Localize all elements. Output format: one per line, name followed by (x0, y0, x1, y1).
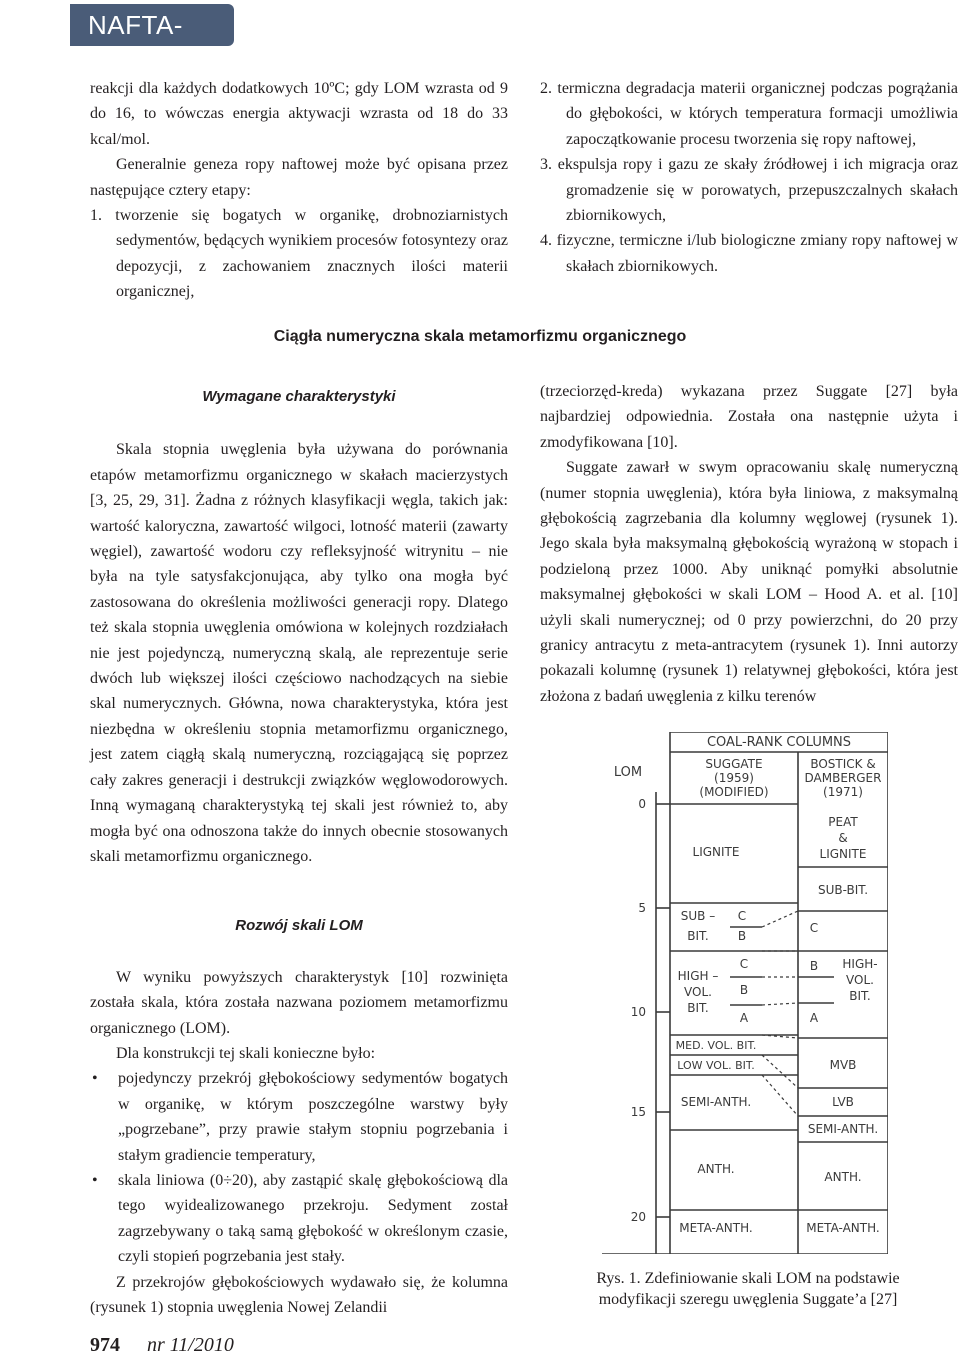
suggate-metaanth: META-ANTH. (679, 1221, 753, 1235)
journal-header-tab (70, 4, 234, 71)
bullet-text: skala liniowa (0÷20), aby zastąpić skalę głębokościową dla tego wyidealizowanego przekroju. Sedyment został zagrzebywany o taką samą głębokość w określonym czasie, czyli stopień pogrzebania jest stały. (118, 1171, 508, 1266)
suggate-subbit: BIT. (687, 929, 709, 943)
list-item: 4. fizyczne, termiczne i/lub biologiczne zmiany ropy naftowej w skałach zbiornikowych. (540, 232, 958, 275)
suggate-hv-a: A (739, 1011, 749, 1025)
bostick-highvol: HIGH- (842, 957, 878, 971)
suggate-medvol: MED. VOL. BIT. (675, 1039, 757, 1052)
suggate-hv-c: C (739, 957, 749, 971)
bostick-peat: & (838, 831, 848, 845)
suggate-lowvol: LOW VOL. BIT. (677, 1059, 755, 1072)
bostick-a: A (809, 1011, 819, 1025)
bullet-item (90, 1168, 508, 1270)
bostick-peat: PEAT (828, 815, 858, 829)
suggate-header: (1959) (714, 771, 754, 785)
right-column-top (540, 76, 958, 279)
bostick-header: DAMBERGER (804, 771, 882, 785)
bostick-header: BOSTICK & (810, 757, 876, 771)
bostick-peat: LIGNITE (819, 847, 867, 861)
bostick-anth: ANTH. (824, 1170, 862, 1184)
bostick-c: C (809, 921, 819, 935)
lom-axis-label: LOM (613, 765, 643, 780)
suggate-subbit: SUB – (680, 909, 716, 923)
bostick-highvol: VOL. (846, 973, 874, 987)
subheading: Rozwój skali LOM (235, 917, 363, 935)
list-item: 1. tworzenie się bogatych w organikę, drobnoziarnistych sedymentów, będących wynikiem procesów fotosyntezy oraz depozycji, z zachowaniem znacznych ilości materii organicznej, (90, 207, 508, 301)
bostick-semianth: SEMI-ANTH. (807, 1122, 879, 1136)
suggate-lignite: LIGNITE (692, 845, 740, 859)
paragraph: Generalnie geneza ropy naftowej może być opisana przez następujące cztery etapy: (90, 156, 508, 199)
lom-tick-label: 5 (638, 901, 646, 915)
bostick-metaanth: META-ANTH. (806, 1221, 880, 1235)
journal-name: NAFTA-GAZ (88, 10, 183, 71)
paragraph: Z przekrojów głębokościowych wydawało się, że kolumna (rysunek 1) stopnia uwęglenia Nowej Zelandii (90, 1273, 508, 1316)
bostick-lvb: LVB (832, 1095, 854, 1109)
lom-tick-label: 20 (630, 1210, 646, 1224)
subheading: Wymagane charakterystyki (202, 388, 396, 405)
right-column-main (540, 379, 958, 709)
bullet-icon: • (92, 1070, 98, 1088)
bostick-header: (1971) (823, 785, 863, 799)
figure-title: COAL-RANK COLUMNS (706, 735, 852, 750)
list-item: 3. ekspulsja ropy i gazu ze skały źródłowej i ich migracja oraz gromadzenie się w porowatych, przepuszczalnych skałach zbiornikowych, (540, 156, 958, 225)
bostick-mvb: MVB (829, 1058, 857, 1072)
section-title: Ciągła numeryczna skala metamorfizmu organicznego (273, 328, 687, 345)
lom-tick-label: 10 (630, 1005, 646, 1019)
paragraph: Dla konstrukcji tej skali konieczne było: (116, 1044, 376, 1062)
paragraph: Skala stopnia uwęglenia była używana do porównania etapów metamorfizmu organicznego w skałach macierzystych [3, 25, 29, 31]. Żadna z różnych klasyfikacji węgla, takich jak: wartość kaloryczna, zawartość wilgoci, lotność materii (zawarty węgiel), zawartość wodoru czy refleksyjność witrynitu – nie była na tyle satysfakcjonująca, aby tylko ona mogła być zastosowana do określenia możliwości generacji ropy. Dlatego też skala stopnia uwęglenia omówiona w kolejnych rozdziałach nie jest pojedynczą, numeryczną skalą, ale reprezentuje serie dwóch lub większej ilości częściowo nachodzących na siebie skal numerycznych. Główna, nowa charakterystyka, która jest niezbędna w określeniu stopnia metamorfizmu organicznego, jest zatem ciągłą skalą numeryczną, rozciągającą się poprzez cały zakres generacji i destrukcji związków węglowodorowych. Inną wymaganą charakterystyką tej skali jest również to, aby mogła być ona odnoszona także do innych obecnie stosowanych skali metamorfizmu organicznego. (90, 441, 508, 865)
bostick-subbit: SUB-BIT. (817, 883, 869, 897)
bullet-text: pojedynczy przekrój głębokościowy sedymentów bogatych w organikę, w którym poszczególne warstwy były „pogrzebane”, przy prawie stałym stopniu pogrzebania i stałym gradiencie temperatury, (118, 1070, 508, 1164)
suggate-hv-b: B (739, 983, 749, 997)
issue-number: nr 11/2010 (147, 1334, 234, 1356)
page-footer (90, 1334, 234, 1357)
left-column-main (90, 384, 508, 1320)
bullet-item (90, 1066, 508, 1168)
suggate-semianth: SEMI-ANTH. (680, 1095, 752, 1109)
bullet-icon: • (92, 1171, 98, 1189)
left-column-top (90, 76, 508, 305)
bostick-highvol: BIT. (849, 989, 871, 1003)
caption-line: Rys. 1. Zdefiniowanie skali LOM na podstawie (596, 1270, 900, 1287)
lom-tick-label: 15 (630, 1105, 646, 1119)
paragraph: (trzeciorzęd-kreda) wykazana przez Suggate [27] była najbardziej odpowiednia. Została ona następnie użyta i zmodyfikowana [10]. (540, 383, 958, 451)
caption-line: modyfikacji szeregu uwęglenia Suggate’a [27] (598, 1291, 898, 1308)
suggate-subbit-c: C (737, 909, 747, 923)
suggate-anth: ANTH. (697, 1162, 735, 1176)
paragraph: Suggate zawarł w swym opracowaniu skalę numeryczną (numer stopnia uwęglenia), która była liniowa, z maksymalną głębokością zagrzebania dla kolumny węglowej (rysunek 1). Jego skala była maksymalną głębokością wyrażoną w stopach i podzieloną przez 1000. Aby uniknąć pomyłki absolutnie maksymalnej głębokości w skali LOM – Hood A. et al. [10] użyli skali numerycznej; od 0 przy powierzchni, do 20 przy granicy antracytu z meta-antracytem (rysunek 1). Inni autorzy pokazali kolumnę (rysunek 1) relatywnej głębokości, która jest złożona z badań uwęglenia z kilku terenów (540, 459, 958, 705)
page-number: 974 (90, 1334, 120, 1356)
bostick-b: B (809, 959, 819, 973)
lom-tick-label: 0 (638, 797, 646, 811)
paragraph: reakcji dla każdych dodatkowych 10ºC; gdy LOM wzrasta od 9 do 16, to wówczas energia aktywacji wzrasta od 18 do 33 kcal/mol. (90, 80, 508, 148)
suggate-highvol: HIGH – (677, 969, 719, 983)
coal-rank-figure (602, 732, 888, 1254)
suggate-header: (MODIFIED) (699, 785, 769, 799)
paragraph: W wyniku powyższych charakterystyk [10] rozwinięta została skala, która została nazwana poziomem metamorfizmu organicznego (LOM). (90, 968, 508, 1037)
suggate-highvol: BIT. (687, 1001, 709, 1015)
suggate-highvol: VOL. (684, 985, 712, 999)
suggate-subbit-b: B (737, 929, 747, 943)
figure-caption (556, 1268, 940, 1310)
suggate-header: SUGGATE (705, 757, 763, 771)
list-item: 2. termiczna degradacja materii organicznej podczas pogrążania do głębokości, w których temperatura formacji umożliwia zapoczątkowanie procesu tworzenia się ropy naftowej, (540, 80, 958, 148)
